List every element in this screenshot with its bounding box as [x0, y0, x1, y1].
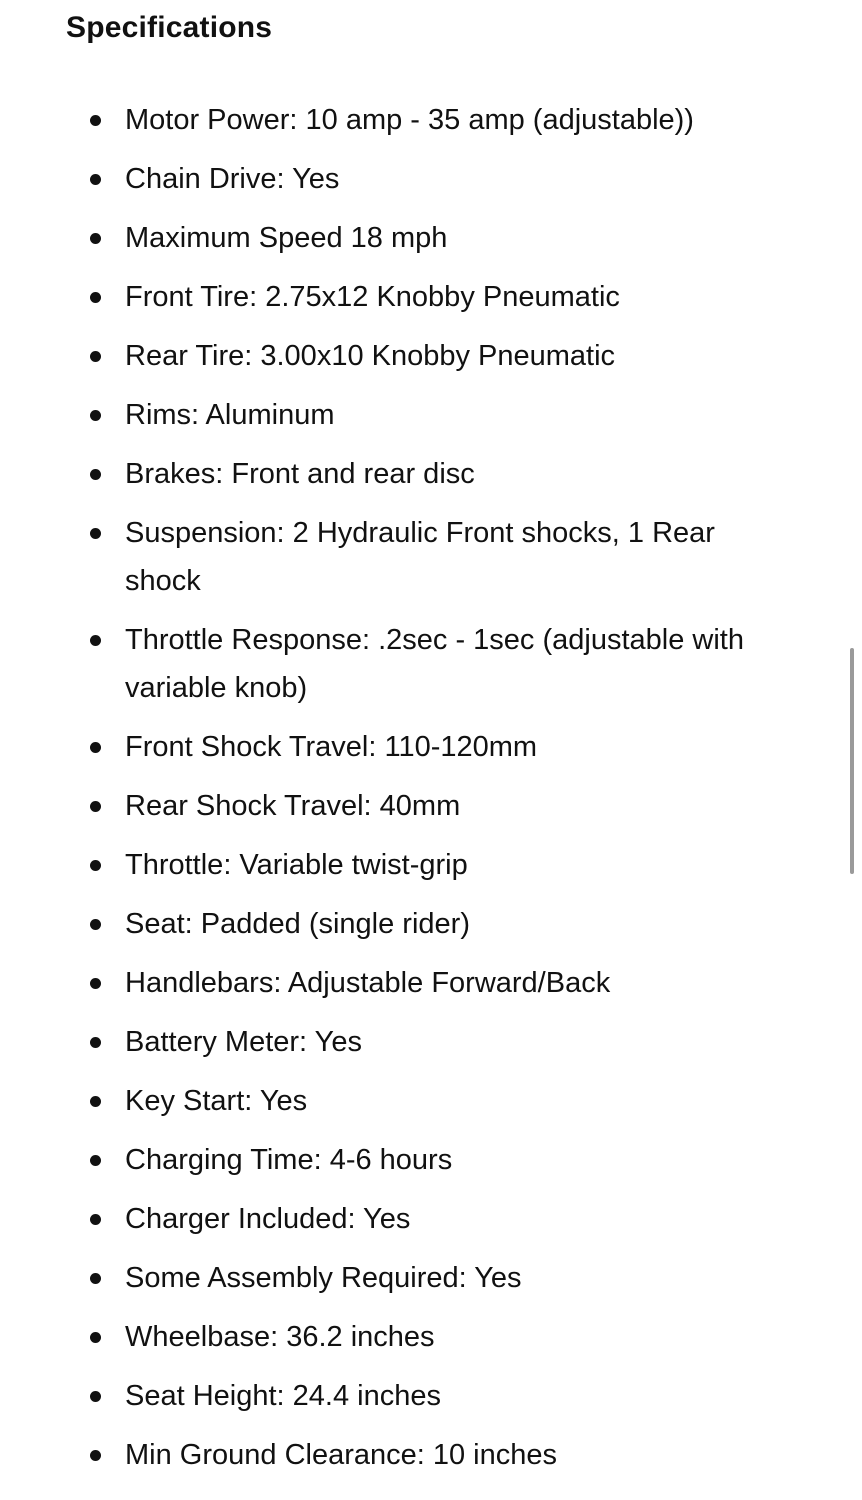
specifications-heading: Specifications: [66, 11, 273, 44]
bullet-icon: [90, 742, 101, 753]
bullet-icon: [90, 919, 101, 930]
spec-text: Charging Time: 4-6 hours: [125, 1144, 453, 1176]
spec-text: Front Shock Travel: 110-120mm: [125, 731, 538, 763]
spec-item: [0, 214, 862, 262]
bullet-icon: [90, 1214, 101, 1225]
bullet-icon: [90, 1273, 101, 1284]
spec-text: Seat: Padded (single rider): [125, 908, 470, 940]
spec-text: Rear Shock Travel: 40mm: [125, 790, 461, 822]
spec-item: [0, 1077, 862, 1125]
spec-item: [0, 1313, 862, 1361]
vertical-scrollbar[interactable]: [850, 648, 854, 874]
spec-item: [0, 155, 862, 203]
spec-text: Rear Tire: 3.00x10 Knobby Pneumatic: [125, 340, 616, 372]
bullet-icon: [90, 410, 101, 421]
spec-item: [0, 900, 862, 948]
spec-item: [0, 841, 862, 889]
bullet-icon: [90, 1096, 101, 1107]
spec-text: Handlebars: Adjustable Forward/Back: [125, 967, 611, 999]
spec-item: [0, 723, 862, 771]
bullet-icon: [90, 292, 101, 303]
specifications-list: [0, 96, 862, 1490]
spec-text: Front Tire: 2.75x12 Knobby Pneumatic: [125, 281, 620, 313]
bullet-icon: [90, 1155, 101, 1166]
spec-item: [0, 1018, 862, 1066]
spec-text: Suspension: 2 Hydraulic Front shocks, 1 Rear shock: [125, 517, 715, 597]
bullet-icon: [90, 115, 101, 126]
bullet-icon: [90, 635, 101, 646]
bullet-icon: [90, 528, 101, 539]
spec-item: [0, 782, 862, 830]
spec-item: [0, 1136, 862, 1184]
spec-item: [0, 391, 862, 439]
spec-item: [0, 96, 862, 144]
bullet-icon: [90, 801, 101, 812]
spec-item: [0, 1431, 862, 1479]
spec-item: [0, 1195, 862, 1243]
bullet-icon: [90, 1332, 101, 1343]
spec-text: Seat Height: 24.4 inches: [125, 1380, 441, 1412]
spec-text: Wheelbase: 36.2 inches: [125, 1321, 435, 1353]
bullet-icon: [90, 233, 101, 244]
spec-text: Chain Drive: Yes: [125, 163, 340, 195]
bullet-icon: [90, 978, 101, 989]
spec-item: [0, 1254, 862, 1302]
spec-item: [0, 450, 862, 498]
spec-text: Throttle: Variable twist-grip: [125, 849, 468, 881]
bullet-icon: [90, 1391, 101, 1402]
bullet-icon: [90, 1037, 101, 1048]
spec-text: Throttle Response: .2sec - 1sec (adjustable with variable knob): [125, 624, 744, 704]
spec-text: Motor Power: 10 amp - 35 amp (adjustable)): [125, 104, 694, 136]
spec-item: [0, 1372, 862, 1420]
spec-item: [0, 273, 862, 321]
bullet-icon: [90, 1450, 101, 1461]
spec-text: Some Assembly Required: Yes: [125, 1262, 522, 1294]
bullet-icon: [90, 469, 101, 480]
spec-text: Brakes: Front and rear disc: [125, 458, 475, 490]
spec-text: Rims: Aluminum: [125, 399, 335, 431]
spec-item: [0, 616, 862, 712]
bullet-icon: [90, 174, 101, 185]
spec-text: Min Ground Clearance: 10 inches: [125, 1439, 558, 1471]
spec-text: Maximum Speed 18 mph: [125, 222, 448, 254]
spec-item: [0, 332, 862, 380]
bullet-icon: [90, 351, 101, 362]
spec-text: Battery Meter: Yes: [125, 1026, 362, 1058]
spec-item: [0, 959, 862, 1007]
spec-text: Key Start: Yes: [125, 1085, 308, 1117]
spec-item: [0, 509, 862, 605]
spec-text: Charger Included: Yes: [125, 1203, 411, 1235]
bullet-icon: [90, 860, 101, 871]
